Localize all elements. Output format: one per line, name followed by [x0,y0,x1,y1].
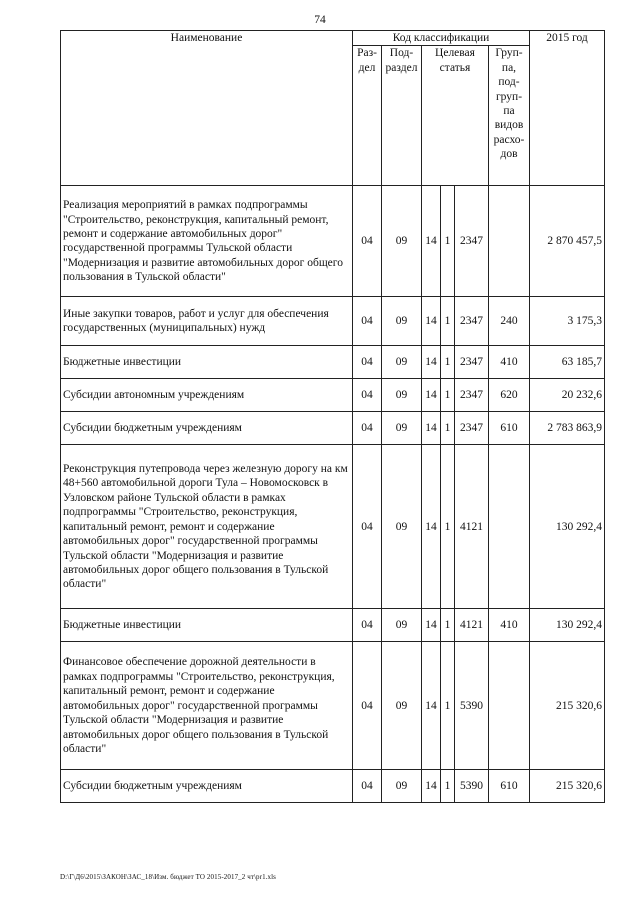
row-target-program: 14 [422,412,441,445]
row-amount: 63 185,7 [530,346,605,379]
header-group: Груп- па, под- груп- па видов расхо- дов [489,46,530,186]
row-subsection: 09 [382,770,422,803]
row-target-item: 2347 [455,379,489,412]
row-target-item: 4121 [455,445,489,609]
header-section: Раз- дел [353,46,382,186]
row-name: Реализация мероприятий в рамках подпрограммы "Строительство, реконструкция, капитальный ремонт, ремонт и содержание автомобильных дорог" государственной программы Тульской области "Модернизация и развитие автомобильных дорог общего пользования в Тульской области" [61,186,353,297]
row-section: 04 [353,642,382,770]
row-group [489,642,530,770]
row-target-subprogram: 1 [441,770,455,803]
table-row [61,412,605,445]
row-target-subprogram: 1 [441,609,455,642]
row-subsection: 09 [382,297,422,346]
table-row [61,186,605,297]
row-target-subprogram: 1 [441,379,455,412]
row-target-program: 14 [422,609,441,642]
row-subsection: 09 [382,186,422,297]
row-amount: 20 232,6 [530,379,605,412]
row-amount: 215 320,6 [530,770,605,803]
row-target-program: 14 [422,379,441,412]
row-target-subprogram: 1 [441,186,455,297]
row-section: 04 [353,412,382,445]
row-target-program: 14 [422,770,441,803]
row-target-item: 5390 [455,770,489,803]
row-target-subprogram: 1 [441,412,455,445]
row-amount: 2 870 457,5 [530,186,605,297]
header-name: Наименование [61,31,353,186]
row-target-program: 14 [422,297,441,346]
table-row [61,642,605,770]
header-classification: Код классификации [353,31,530,46]
row-target-program: 14 [422,186,441,297]
table-row [61,609,605,642]
row-section: 04 [353,770,382,803]
row-target-subprogram: 1 [441,297,455,346]
row-amount: 3 175,3 [530,297,605,346]
row-section: 04 [353,346,382,379]
row-subsection: 09 [382,412,422,445]
header-target: Целевая статья [422,46,489,186]
row-group: 410 [489,346,530,379]
header-subsection: Под- раздел [382,46,422,186]
row-name: Иные закупки товаров, работ и услуг для обеспечения государственных (муниципальных) нужд [61,297,353,346]
row-section: 04 [353,445,382,609]
row-subsection: 09 [382,609,422,642]
row-subsection: 09 [382,346,422,379]
row-section: 04 [353,297,382,346]
row-section: 04 [353,186,382,297]
row-target-subprogram: 1 [441,642,455,770]
row-name: Субсидии бюджетным учреждениям [61,770,353,803]
row-group: 410 [489,609,530,642]
table-row [61,445,605,609]
row-group [489,186,530,297]
row-group [489,445,530,609]
row-target-subprogram: 1 [441,346,455,379]
row-group: 610 [489,412,530,445]
row-section: 04 [353,379,382,412]
row-amount: 130 292,4 [530,609,605,642]
table-row [61,297,605,346]
row-amount: 130 292,4 [530,445,605,609]
row-target-item: 4121 [455,609,489,642]
budget-table [60,30,605,803]
row-target-subprogram: 1 [441,445,455,609]
row-name: Реконструкция путепровода через железную дорогу на км 48+560 автомобильной дороги Тула – Новомосковск в Узловском районе Тульской области в рамках подпрограммы "Строительство, реконструкция, капитальный ремонт, ремонт и содержание автомобильных дорог" государственной программы Тульской области "Модернизация и развитие автомобильных дорог общего пользования в Тульской области" [61,445,353,609]
row-name: Субсидии бюджетным учреждениям [61,412,353,445]
row-name: Финансовое обеспечение дорожной деятельности в рамках подпрограммы "Строительство, реконструкция, капитальный ремонт, ремонт и содержание автомобильных дорог" государственной программы Тульской области "Модернизация и развитие автомобильных дорог общего пользования в Тульской области" [61,642,353,770]
row-name: Бюджетные инвестиции [61,609,353,642]
row-target-program: 14 [422,642,441,770]
row-group: 240 [489,297,530,346]
header-year: 2015 год [530,31,605,186]
row-subsection: 09 [382,642,422,770]
table-row [61,346,605,379]
row-target-item: 2347 [455,297,489,346]
row-target-program: 14 [422,445,441,609]
row-group: 610 [489,770,530,803]
row-target-item: 5390 [455,642,489,770]
row-subsection: 09 [382,445,422,609]
row-amount: 2 783 863,9 [530,412,605,445]
row-target-item: 2347 [455,186,489,297]
row-subsection: 09 [382,379,422,412]
row-target-item: 2347 [455,412,489,445]
row-name: Бюджетные инвестиции [61,346,353,379]
row-amount: 215 320,6 [530,642,605,770]
row-target-program: 14 [422,346,441,379]
row-section: 04 [353,609,382,642]
table-row [61,379,605,412]
row-target-item: 2347 [455,346,489,379]
file-path-footer: D:\Г\Д6\2015\ЗАКОН\ЗАС_18\Изм. бюджет ТО 2015-2017_2 чт\pr1.xls [60,873,276,881]
row-name: Субсидии автономным учреждениям [61,379,353,412]
page-number: 74 [314,14,326,26]
table-row [61,770,605,803]
row-group: 620 [489,379,530,412]
